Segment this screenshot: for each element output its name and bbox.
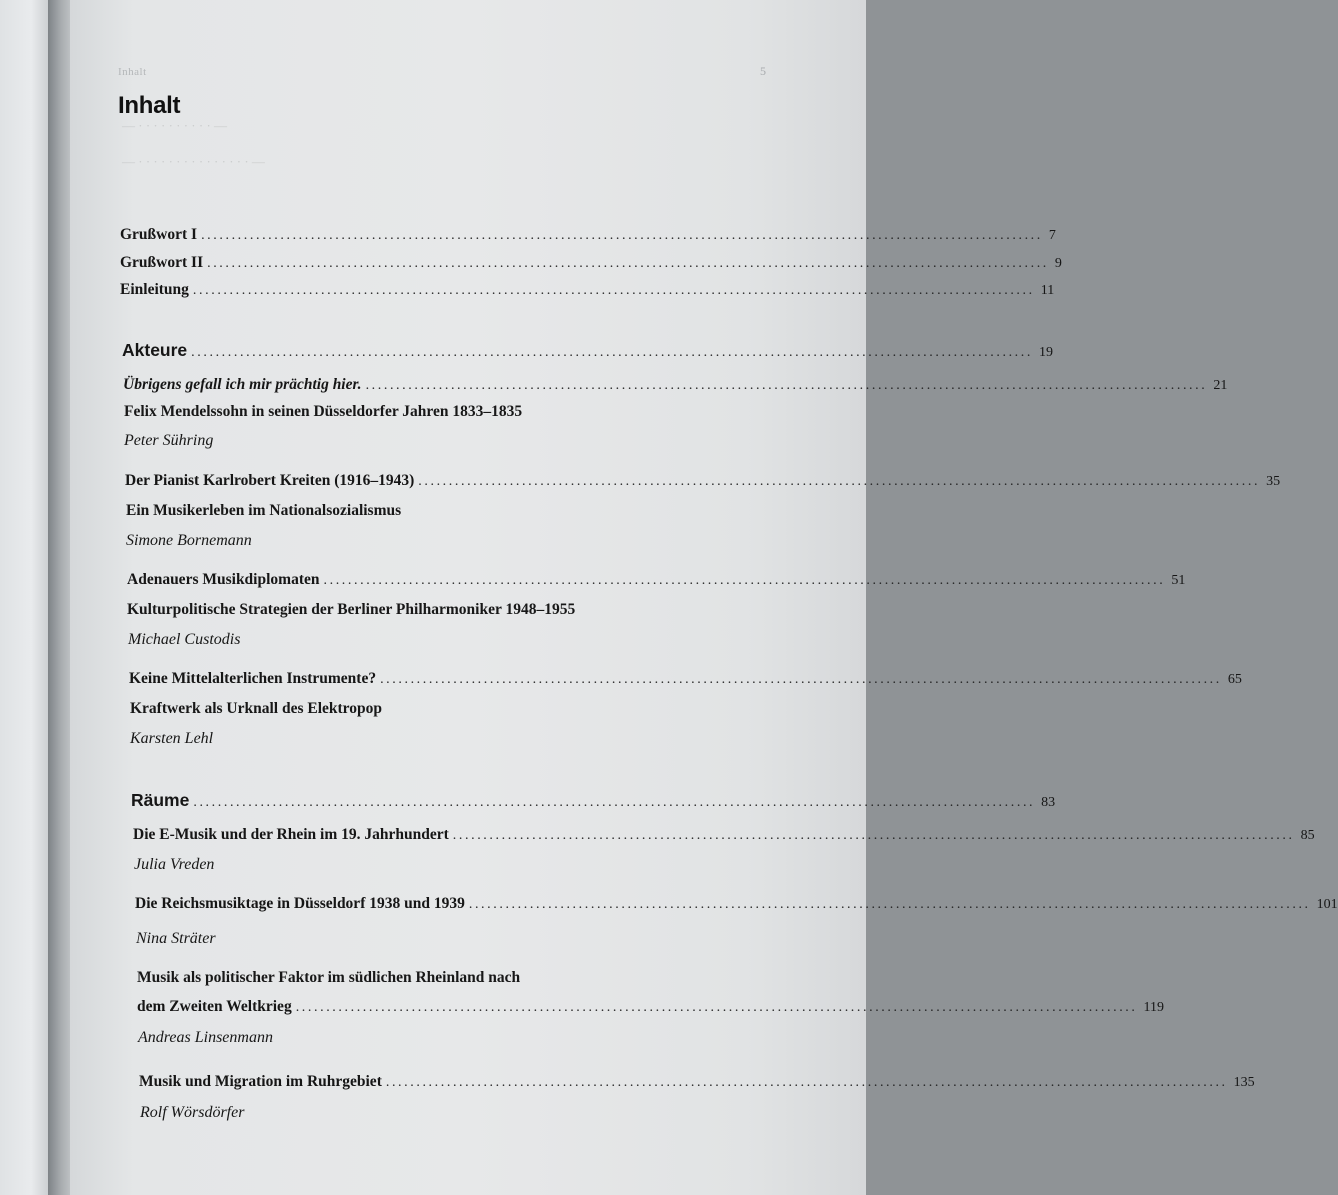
entry-title: Die Reichsmusiktage in Düsseldorf 1938 und 1939 [135,895,465,912]
entry-page-number: 21 [1213,378,1228,393]
entry-subtitle: Kulturpolitische Strategien der Berliner Philharmoniker 1948–1955 [127,601,576,618]
leader-dots: .......................................................................................................................................... [207,256,1049,271]
entry-subtitle: Ein Musikerleben im Nationalsozialismus [126,502,402,519]
leader-dots: .......................................................................................................................................... [191,345,1033,360]
entry-title: Keine Mittelalterlichen Instrumente? [129,670,377,687]
toc-entry[interactable] [120,281,1055,299]
entry-title: dem Zweiten Weltkrieg [137,998,292,1015]
entry-page-number: 135 [1233,1075,1255,1090]
entry-page-number: 119 [1143,1000,1164,1015]
bleed-through-text: — · · · · · · · · · · — [122,118,228,133]
page-number: 5 [760,64,766,78]
entry-title: Übrigens gefall ich mir prächtig hier. [123,376,362,393]
toc-entry[interactable] [120,226,1056,244]
toc-entry[interactable] [135,895,1338,913]
entry-page-number: 35 [1266,474,1281,489]
toc-entry[interactable] [129,670,1242,688]
leader-dots: .......................................................................................................................................... [201,228,1043,243]
entry-page-number: 11 [1040,283,1055,298]
entry-page-number: 7 [1048,228,1056,243]
entry-title: Adenauers Musikdiplomaten [127,571,320,588]
leader-dots: .......................................................................................................................................... [418,474,1261,489]
entry-page-number: 65 [1227,672,1242,687]
toc-entry[interactable] [137,998,1164,1016]
entry-author: Rolf Wörsdörfer [140,1104,245,1121]
section-page-number: 83 [1041,795,1056,810]
section-page-number: 19 [1038,345,1053,360]
entry-author: Simone Bornemann [126,532,252,549]
entry-author: Andreas Linsenmann [138,1029,273,1046]
leader-dots: .......................................................................................................................................... [193,795,1036,810]
leader-dots: .......................................................................................................................................... [385,1075,1228,1090]
section-title: Räume [131,790,190,810]
running-header: Inhalt [118,66,147,78]
toc-entry[interactable] [127,571,1186,589]
entry-author: Nina Sträter [136,930,216,947]
leader-dots: .......................................................................................................................................... [468,897,1311,912]
toc-entry[interactable] [120,254,1062,272]
leader-dots: .......................................................................................................................................... [295,1000,1138,1015]
entry-page-number: 85 [1300,828,1315,843]
leader-dots: .......................................................................................................................................... [192,283,1035,298]
entry-title: Musik und Migration im Ruhrgebiet [139,1073,382,1090]
leader-dots: .......................................................................................................................................... [452,828,1295,843]
entry-subtitle: Kraftwerk als Urknall des Elektropop [130,700,383,717]
entry-title: Grußwort II [120,254,204,271]
previous-page-edge [0,0,52,1195]
toc-entry[interactable] [139,1073,1255,1091]
page-title: Inhalt [118,92,181,119]
entry-title: Die E-Musik und der Rhein im 19. Jahrhundert [133,826,449,843]
entry-page-number: 9 [1054,256,1062,271]
entry-title: Einleitung [120,281,189,298]
entry-page-number: 51 [1171,573,1186,588]
entry-title: Der Pianist Karlrobert Kreiten (1916–1943) [125,472,415,489]
section-title: Akteure [122,340,188,360]
entry-subtitle: Felix Mendelssohn in seinen Düsseldorfer Jahren 1833–1835 [124,403,523,420]
entry-author: Michael Custodis [128,631,241,648]
leader-dots: .......................................................................................................................................... [323,573,1166,588]
entry-page-number: 101 [1316,897,1338,912]
section-heading[interactable] [122,340,1053,361]
entry-author: Julia Vreden [134,856,215,873]
leader-dots: .......................................................................................................................................... [380,672,1222,687]
entry-title: Grußwort I [120,226,198,243]
toc-entry[interactable] [125,472,1281,490]
toc-entry[interactable] [133,826,1315,844]
toc-entry[interactable] [123,376,1228,394]
entry-author: Karsten Lehl [130,730,214,747]
entry-title-line: Musik als politischer Faktor im südlichen Rheinland nach [137,969,521,986]
entry-author: Peter Sühring [124,432,214,449]
bleed-through-text: — · · · · · · · · · · · · · · · — [122,154,265,169]
section-heading[interactable] [131,790,1056,811]
leader-dots: .......................................................................................................................................... [365,378,1208,393]
